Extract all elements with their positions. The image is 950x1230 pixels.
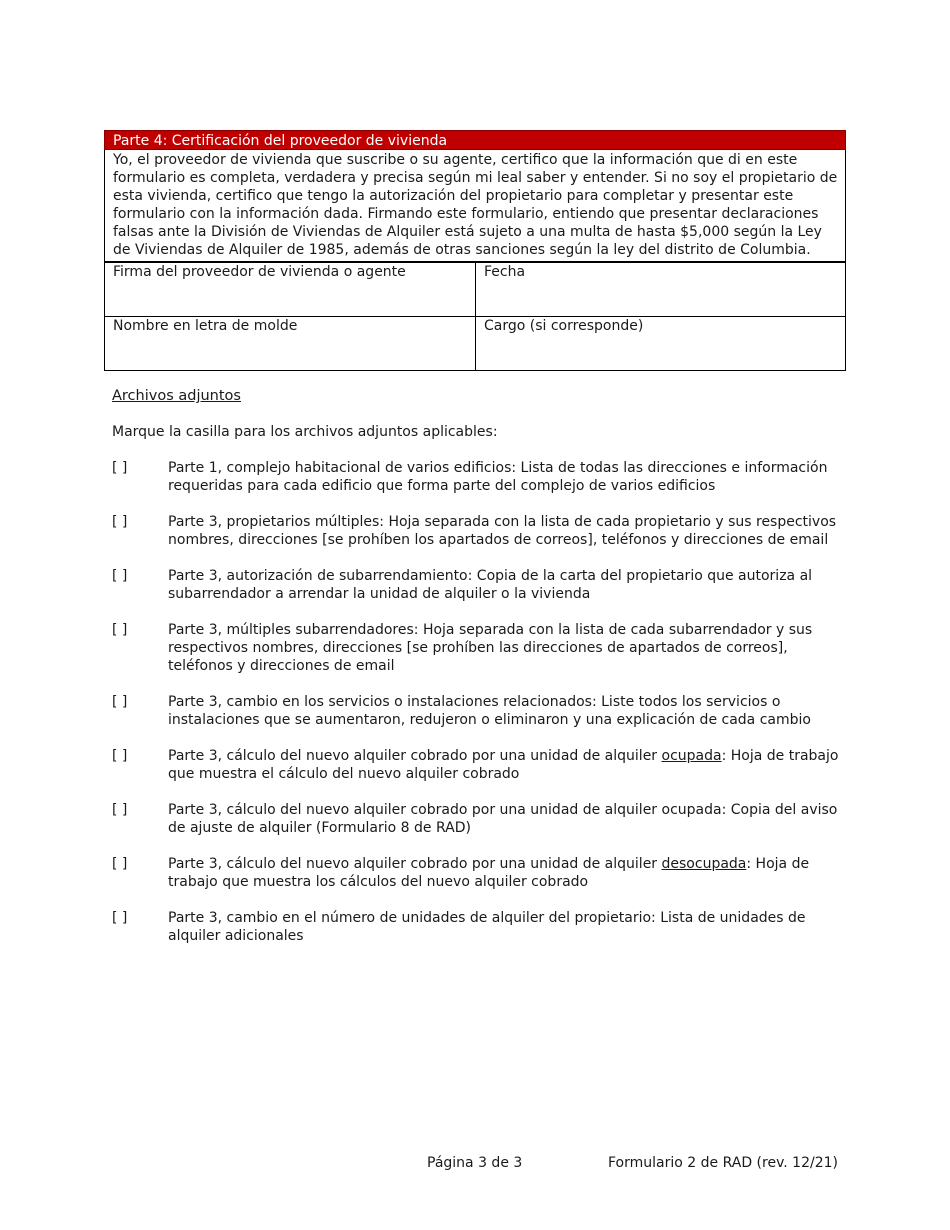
date-label: Fecha bbox=[484, 264, 526, 280]
title-field[interactable] bbox=[476, 317, 845, 370]
attachments-title: Archivos adjuntos bbox=[112, 388, 241, 404]
attachment-text bbox=[168, 747, 842, 783]
attachment-checkbox[interactable]: [ ] bbox=[112, 460, 128, 476]
part4-certification-text: Yo, el proveedor de vivienda que suscribe o su agente, certifico que la información que di en este formulario es completa, verdadera y precisa según mi leal saber y entender. Si no soy el propietario de esta vivienda, certifico que tengo la autorización del propietario para completar y presentar este formulario con la información dada. Firmando este formulario, entiendo que presentar declaraciones falsas ante la División de Viviendas de Alquiler está sujeto a una multa de hasta $5,000 según la Ley de Viviendas de Alquiler de 1985, además de otras sanciones según la ley del distrito de Columbia. bbox=[104, 150, 846, 262]
attachment-checkbox[interactable]: [ ] bbox=[112, 856, 128, 872]
attachment-checkbox[interactable]: [ ] bbox=[112, 514, 128, 530]
attachment-text-main: Parte 3, cálculo del nuevo alquiler cobrado por una unidad de alquiler ocupada: Copia del aviso de ajuste de alquiler (Formulario 8 de RAD) bbox=[168, 802, 838, 836]
form-identifier: Formulario 2 de RAD (rev. 12/21) bbox=[608, 1155, 838, 1171]
attachment-text-underlined: desocupada bbox=[661, 856, 747, 872]
attachment-text-rest: : Hoja de trabajo que muestra el cálculo del nuevo alquiler cobrado bbox=[168, 748, 839, 782]
attachment-text-main: Parte 3, múltiples subarrendadores: Hoja separada con la lista de cada subarrendador y sus respectivos nombres, direcciones [se prohíben las direcciones de apartados de correos], teléfonos y direcciones de email bbox=[168, 622, 813, 674]
attachment-checkbox[interactable]: [ ] bbox=[112, 748, 128, 764]
attachment-checkbox[interactable]: [ ] bbox=[112, 802, 128, 818]
attachment-text bbox=[168, 621, 842, 675]
attachment-text-main: Parte 3, cálculo del nuevo alquiler cobrado por una unidad de alquiler bbox=[168, 748, 662, 764]
attachment-text bbox=[168, 855, 842, 891]
part4-header: Parte 4: Certificación del proveedor de vivienda bbox=[104, 130, 846, 150]
attachment-checkbox[interactable]: [ ] bbox=[112, 568, 128, 584]
attachment-item bbox=[112, 909, 842, 945]
attachment-checkbox[interactable]: [ ] bbox=[112, 910, 128, 926]
attachments-list bbox=[112, 459, 842, 963]
attachment-text-main: Parte 3, cambio en el número de unidades de alquiler del propietario: Lista de unidades de alquiler adicionales bbox=[168, 910, 806, 944]
attachment-text-main: Parte 3, autorización de subarrendamiento: Copia de la carta del propietario que autoriza al subarrendador a arrendar la unidad de alquiler o la vivienda bbox=[168, 568, 813, 602]
attachment-item bbox=[112, 513, 842, 549]
signature-field[interactable] bbox=[105, 263, 476, 317]
attachment-text-rest: : Hoja de trabajo que muestra los cálculos del nuevo alquiler cobrado bbox=[168, 856, 810, 890]
attachment-text-main: Parte 3, cambio en los servicios o instalaciones relacionados: Liste todos los servicios o instalaciones que se aumentaron, redujeron o eliminaron y una explicación de cada cambio bbox=[168, 694, 811, 728]
attachment-text-main: Parte 3, propietarios múltiples: Hoja separada con la lista de cada propietario y sus respectivos nombres, direcciones [se prohíben los apartados de correos], teléfonos y direcciones de email bbox=[168, 514, 837, 548]
attachment-checkbox[interactable]: [ ] bbox=[112, 622, 128, 638]
attachment-text-main: Parte 3, cálculo del nuevo alquiler cobrado por una unidad de alquiler bbox=[168, 856, 662, 872]
attachment-item bbox=[112, 693, 842, 729]
attachment-text bbox=[168, 801, 842, 837]
attachment-text bbox=[168, 513, 842, 549]
attachment-text bbox=[168, 567, 842, 603]
printed-name-field[interactable] bbox=[105, 317, 476, 370]
attachment-text bbox=[168, 693, 842, 729]
signature-table bbox=[104, 262, 846, 371]
title-label: Cargo (si corresponde) bbox=[484, 318, 644, 334]
attachment-text-underlined: ocupada bbox=[661, 748, 722, 764]
date-field[interactable] bbox=[476, 263, 845, 317]
attachment-text-main: Parte 1, complejo habitacional de varios edificios: Lista de todas las direcciones e información requeridas para cada edificio que forma parte del complejo de varios edificios bbox=[168, 460, 828, 494]
signature-label: Firma del proveedor de vivienda o agente bbox=[113, 264, 406, 280]
attachments-instructions: Marque la casilla para los archivos adjuntos aplicables: bbox=[112, 424, 498, 440]
attachment-item bbox=[112, 747, 842, 783]
part4-certification-section bbox=[104, 130, 846, 262]
attachment-item bbox=[112, 621, 842, 675]
attachment-text bbox=[168, 909, 842, 945]
page-number: Página 3 de 3 bbox=[427, 1155, 523, 1171]
attachment-item bbox=[112, 855, 842, 891]
attachment-item bbox=[112, 567, 842, 603]
attachment-text bbox=[168, 459, 842, 495]
attachment-checkbox[interactable]: [ ] bbox=[112, 694, 128, 710]
printed-name-label: Nombre en letra de molde bbox=[113, 318, 298, 334]
attachment-item bbox=[112, 801, 842, 837]
attachment-item bbox=[112, 459, 842, 495]
